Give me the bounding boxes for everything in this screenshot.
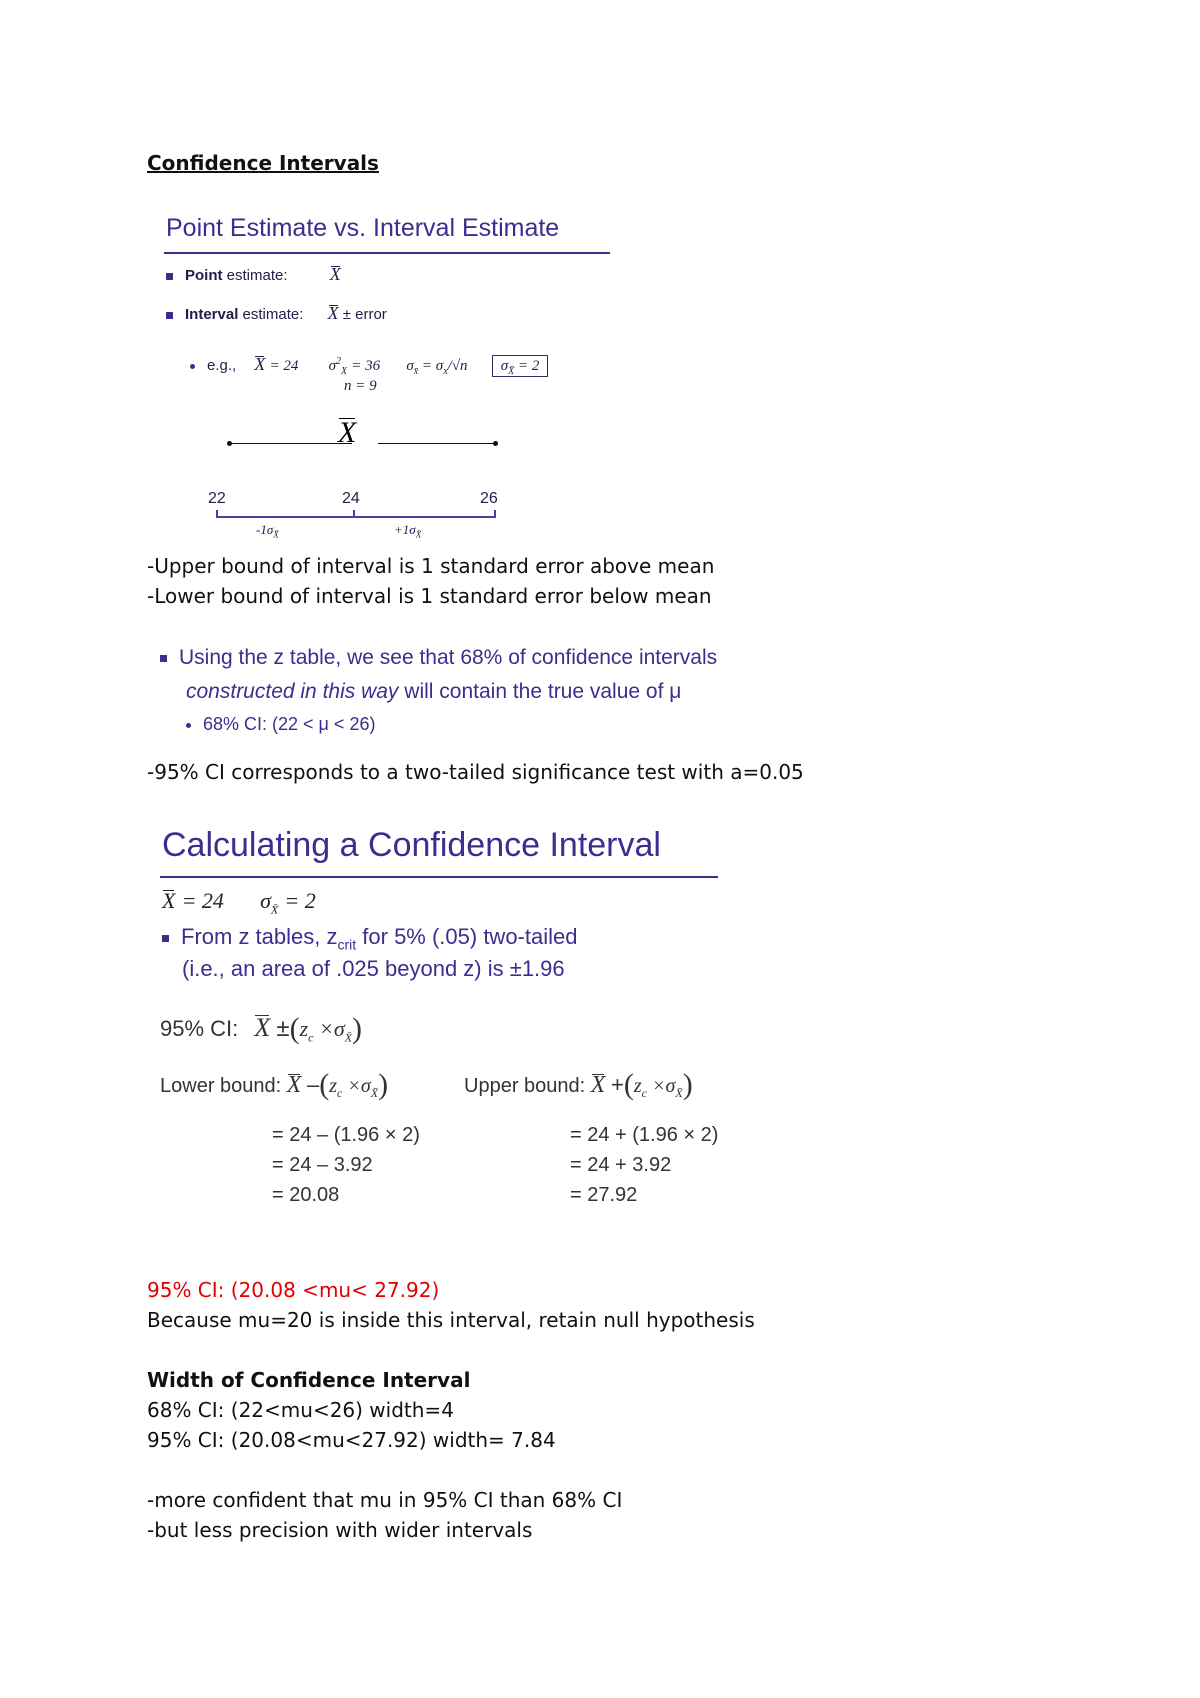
bullet-square-icon — [166, 312, 173, 319]
axis-tick-24: 24 — [342, 490, 360, 507]
slide3-bullet-line2: (i.e., an area of .025 beyond z) is ±1.96 — [182, 956, 565, 981]
line-end-dot — [493, 441, 498, 446]
upper-bound-formula: Upper bound: $X +(z_c \times\sigma_{X̄})$ — [464, 1068, 693, 1101]
axis-tick-22: 22 — [208, 490, 226, 507]
width-heading: Width of Confidence Interval — [147, 1368, 471, 1392]
slide-z-table-68 — [158, 640, 778, 740]
x-bar-symbol: X — [327, 303, 339, 323]
bullet-square-icon — [166, 273, 173, 280]
example-line: e.g., X = 24 $\sigma^2_X = 36$ $\sigma_{x̄} = \sigma_x/√n$ $\sigma_{X̄} = 2$ — [190, 354, 548, 377]
lower-step-1: = 24 – (1.96 × 2) — [272, 1124, 420, 1146]
interval-tick-right — [494, 510, 496, 518]
bullet-dot-icon — [186, 723, 191, 728]
slide3-title-rule — [160, 876, 718, 878]
note-upper-bound: -Upper bound of interval is 1 standard error above mean — [147, 554, 715, 578]
lower-step-2: = 24 – 3.92 — [272, 1154, 373, 1176]
bullet-square-icon — [162, 935, 169, 942]
note-lower-bound: -Lower bound of interval is 1 standard error below mean — [147, 584, 712, 608]
slide2-line2: constructed in this way will contain the true value of μ — [186, 680, 682, 703]
interval-tick-mid — [353, 510, 355, 518]
slide1-title-rule — [164, 252, 610, 254]
slide3-givens: X = 24 $\sigma_{X̄} = 2$ — [162, 888, 316, 917]
page-title: Confidence Intervals — [147, 151, 379, 175]
slide2-sub: 68% CI: (22 < μ < 26) — [186, 714, 375, 735]
slide-point-vs-interval — [158, 210, 618, 540]
bullet-square-icon — [160, 655, 167, 662]
bullet-dot-icon — [190, 364, 195, 369]
se-boxed-value: $\sigma_{X̄} = 2$ — [492, 355, 549, 377]
plus-one-se-label: $+1\sigma_{X̄}$ — [394, 522, 422, 540]
interval-bar — [216, 516, 496, 518]
x-bar-axis-label: X — [338, 416, 357, 449]
minus-one-se-label: $-1\sigma_{X̄}$ — [256, 522, 279, 540]
upper-step-2: = 24 + 3.92 — [570, 1154, 672, 1176]
result-95-ci: 95% CI: (20.08 <mu< 27.92) — [147, 1278, 440, 1302]
point-estimate-line: Point estimate: X — [166, 264, 341, 285]
line-end-dot — [227, 441, 232, 446]
x-bar-symbol: X — [329, 264, 341, 284]
lower-step-3: = 20.08 — [272, 1184, 340, 1206]
slide3-bullet-line1: From z tables, $z_{crit}$ for 5% (.05) two-tailed — [162, 924, 577, 952]
ci-formula: 95% CI: $X \pm(z_c \times\sigma_{X̄})$ — [160, 1012, 363, 1045]
lower-bound-formula: Lower bound: X $-(z_c \times\sigma_{X̄})$ — [160, 1068, 389, 1101]
note-95-ci: -95% CI corresponds to a two-tailed significance test with a=0.05 — [147, 760, 804, 784]
slide-calculating-ci — [158, 822, 738, 1242]
upper-step-3: = 27.92 — [570, 1184, 638, 1206]
example-n: n = 9 — [344, 378, 377, 394]
final-note-1: -more confident that mu in 95% CI than 68% CI — [147, 1488, 623, 1512]
interval-estimate-line: Interval estimate: X ± error — [166, 303, 387, 324]
slide2-line1: Using the z table, we see that 68% of confidence intervals — [160, 646, 717, 670]
axis-tick-26: 26 — [480, 490, 498, 507]
width-68: 68% CI: (22<mu<26) width=4 — [147, 1398, 454, 1422]
upper-step-1: = 24 + (1.96 × 2) — [570, 1124, 719, 1146]
slide1-title: Point Estimate vs. Interval Estimate — [166, 214, 560, 242]
slide3-title: Calculating a Confidence Interval — [162, 826, 661, 864]
interval-tick-left — [216, 510, 218, 518]
width-95: 95% CI: (20.08<mu<27.92) width= 7.84 — [147, 1428, 556, 1452]
number-line-left — [230, 443, 352, 444]
final-note-2: -but less precision with wider intervals — [147, 1518, 533, 1542]
number-line-right — [378, 443, 496, 444]
result-note: Because mu=20 is inside this interval, retain null hypothesis — [147, 1308, 755, 1332]
